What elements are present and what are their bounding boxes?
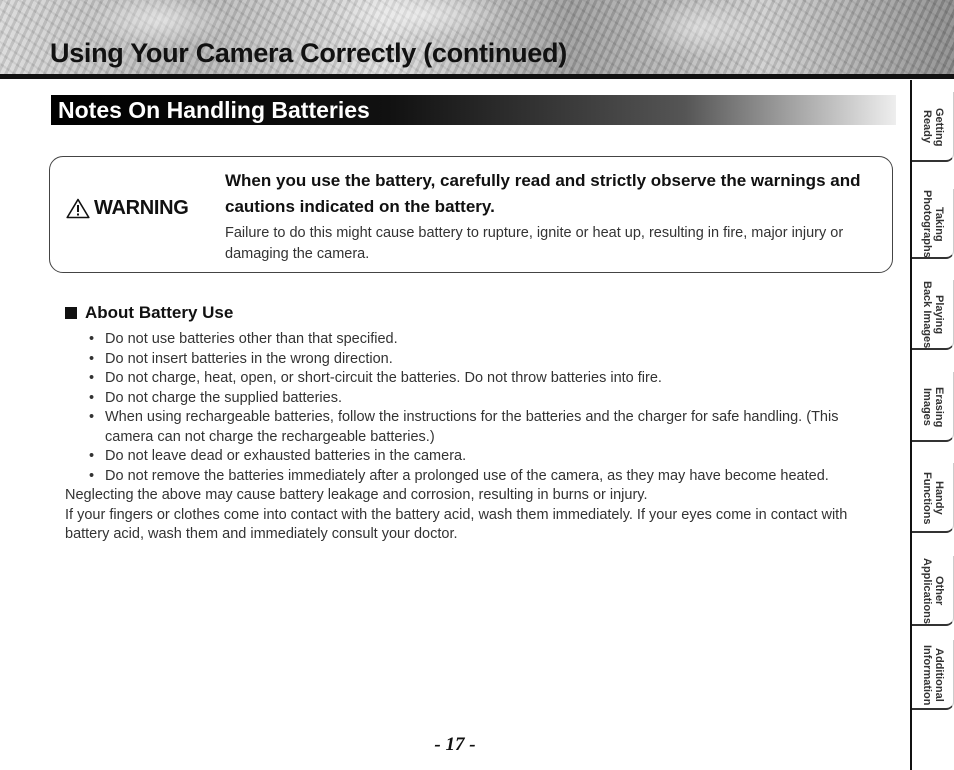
side-tab-label: Additional Information [921,644,945,706]
bullet-dot-icon: • [89,370,95,386]
side-tab-label: Playing Back Images [921,281,945,349]
warning-box [49,156,893,273]
side-tab-other-applications[interactable] [912,556,954,626]
header-banner [0,0,954,76]
section-title: Notes On Handling Batteries [58,97,370,123]
bullet-dot-icon: • [89,389,95,406]
list-item: • Do not insert batteries in the wrong direction. [89,350,875,370]
section-header-bar [51,95,896,125]
bullet-dot-icon: • [89,331,95,347]
side-tab-label: Other Applications [921,557,945,624]
side-tab-playing-back-images[interactable] [912,280,954,350]
warning-label-text: WARNING [94,197,189,219]
battery-use-heading [65,302,875,324]
battery-use-list [65,330,875,486]
side-tab-label: Taking Photographs [921,190,945,258]
side-tab-label: Handy Functions [921,471,945,525]
list-item: • Do not use batteries other than that specified. [89,330,875,350]
bullet-dot-icon: • [89,448,95,464]
bullet-dot-icon: • [89,467,95,484]
warning-headline: When you use the battery, carefully read and strictly observe the warnings and cautions indicated on the battery. [225,171,861,216]
list-item: • Do not charge the supplied batteries. [89,389,875,409]
list-item: • Do not leave dead or exhausted batteries in the camera. [89,447,875,467]
page-number: - 17 - [434,734,476,755]
battery-use-section [65,302,875,545]
battery-acid-paragraph: If your fingers or clothes come into contact with the battery acid, wash them immediately. If your eyes come in contact with battery acid, wash them and immediately consult your doctor. [65,506,848,542]
header-rule [0,74,954,79]
list-item: • Do not charge, heat, open, or short-circuit the batteries. Do not throw batteries into fire. [89,369,875,389]
side-tab-erasing-images[interactable] [912,372,954,442]
side-tab-taking-photographs[interactable] [912,189,954,259]
page-title: Using Your Camera Correctly (continued) [50,38,567,68]
side-tab-label: Erasing Images [921,386,945,428]
bullet-dot-icon: • [89,350,95,367]
warning-triangle-icon [66,198,90,219]
side-tab-handy-functions[interactable] [912,463,954,533]
square-bullet-icon [65,307,77,319]
side-tab-getting-ready[interactable] [912,92,954,162]
battery-use-heading-text: About Battery Use [85,303,234,322]
warning-label [66,197,189,220]
warning-body: Failure to do this might cause battery to rupture, ignite or heat up, resulting in fire, major injury or damaging the camera. [225,225,844,262]
bullet-dot-icon: • [89,409,95,425]
side-tab-additional-information[interactable] [912,640,954,710]
list-item: • When using rechargeable batteries, follow the instructions for the batteries and the charger for safe handling. (This camera can not charge the rechargeable batteries.) [89,409,839,445]
battery-warning-paragraph: Neglecting the above may cause battery leakage and corrosion, resulting in burns or injury. [65,487,648,503]
list-item: • Do not remove the batteries immediately after a prolonged use of the camera, as they may have become heated. [89,467,875,487]
side-tab-label: Getting Ready [921,107,945,147]
